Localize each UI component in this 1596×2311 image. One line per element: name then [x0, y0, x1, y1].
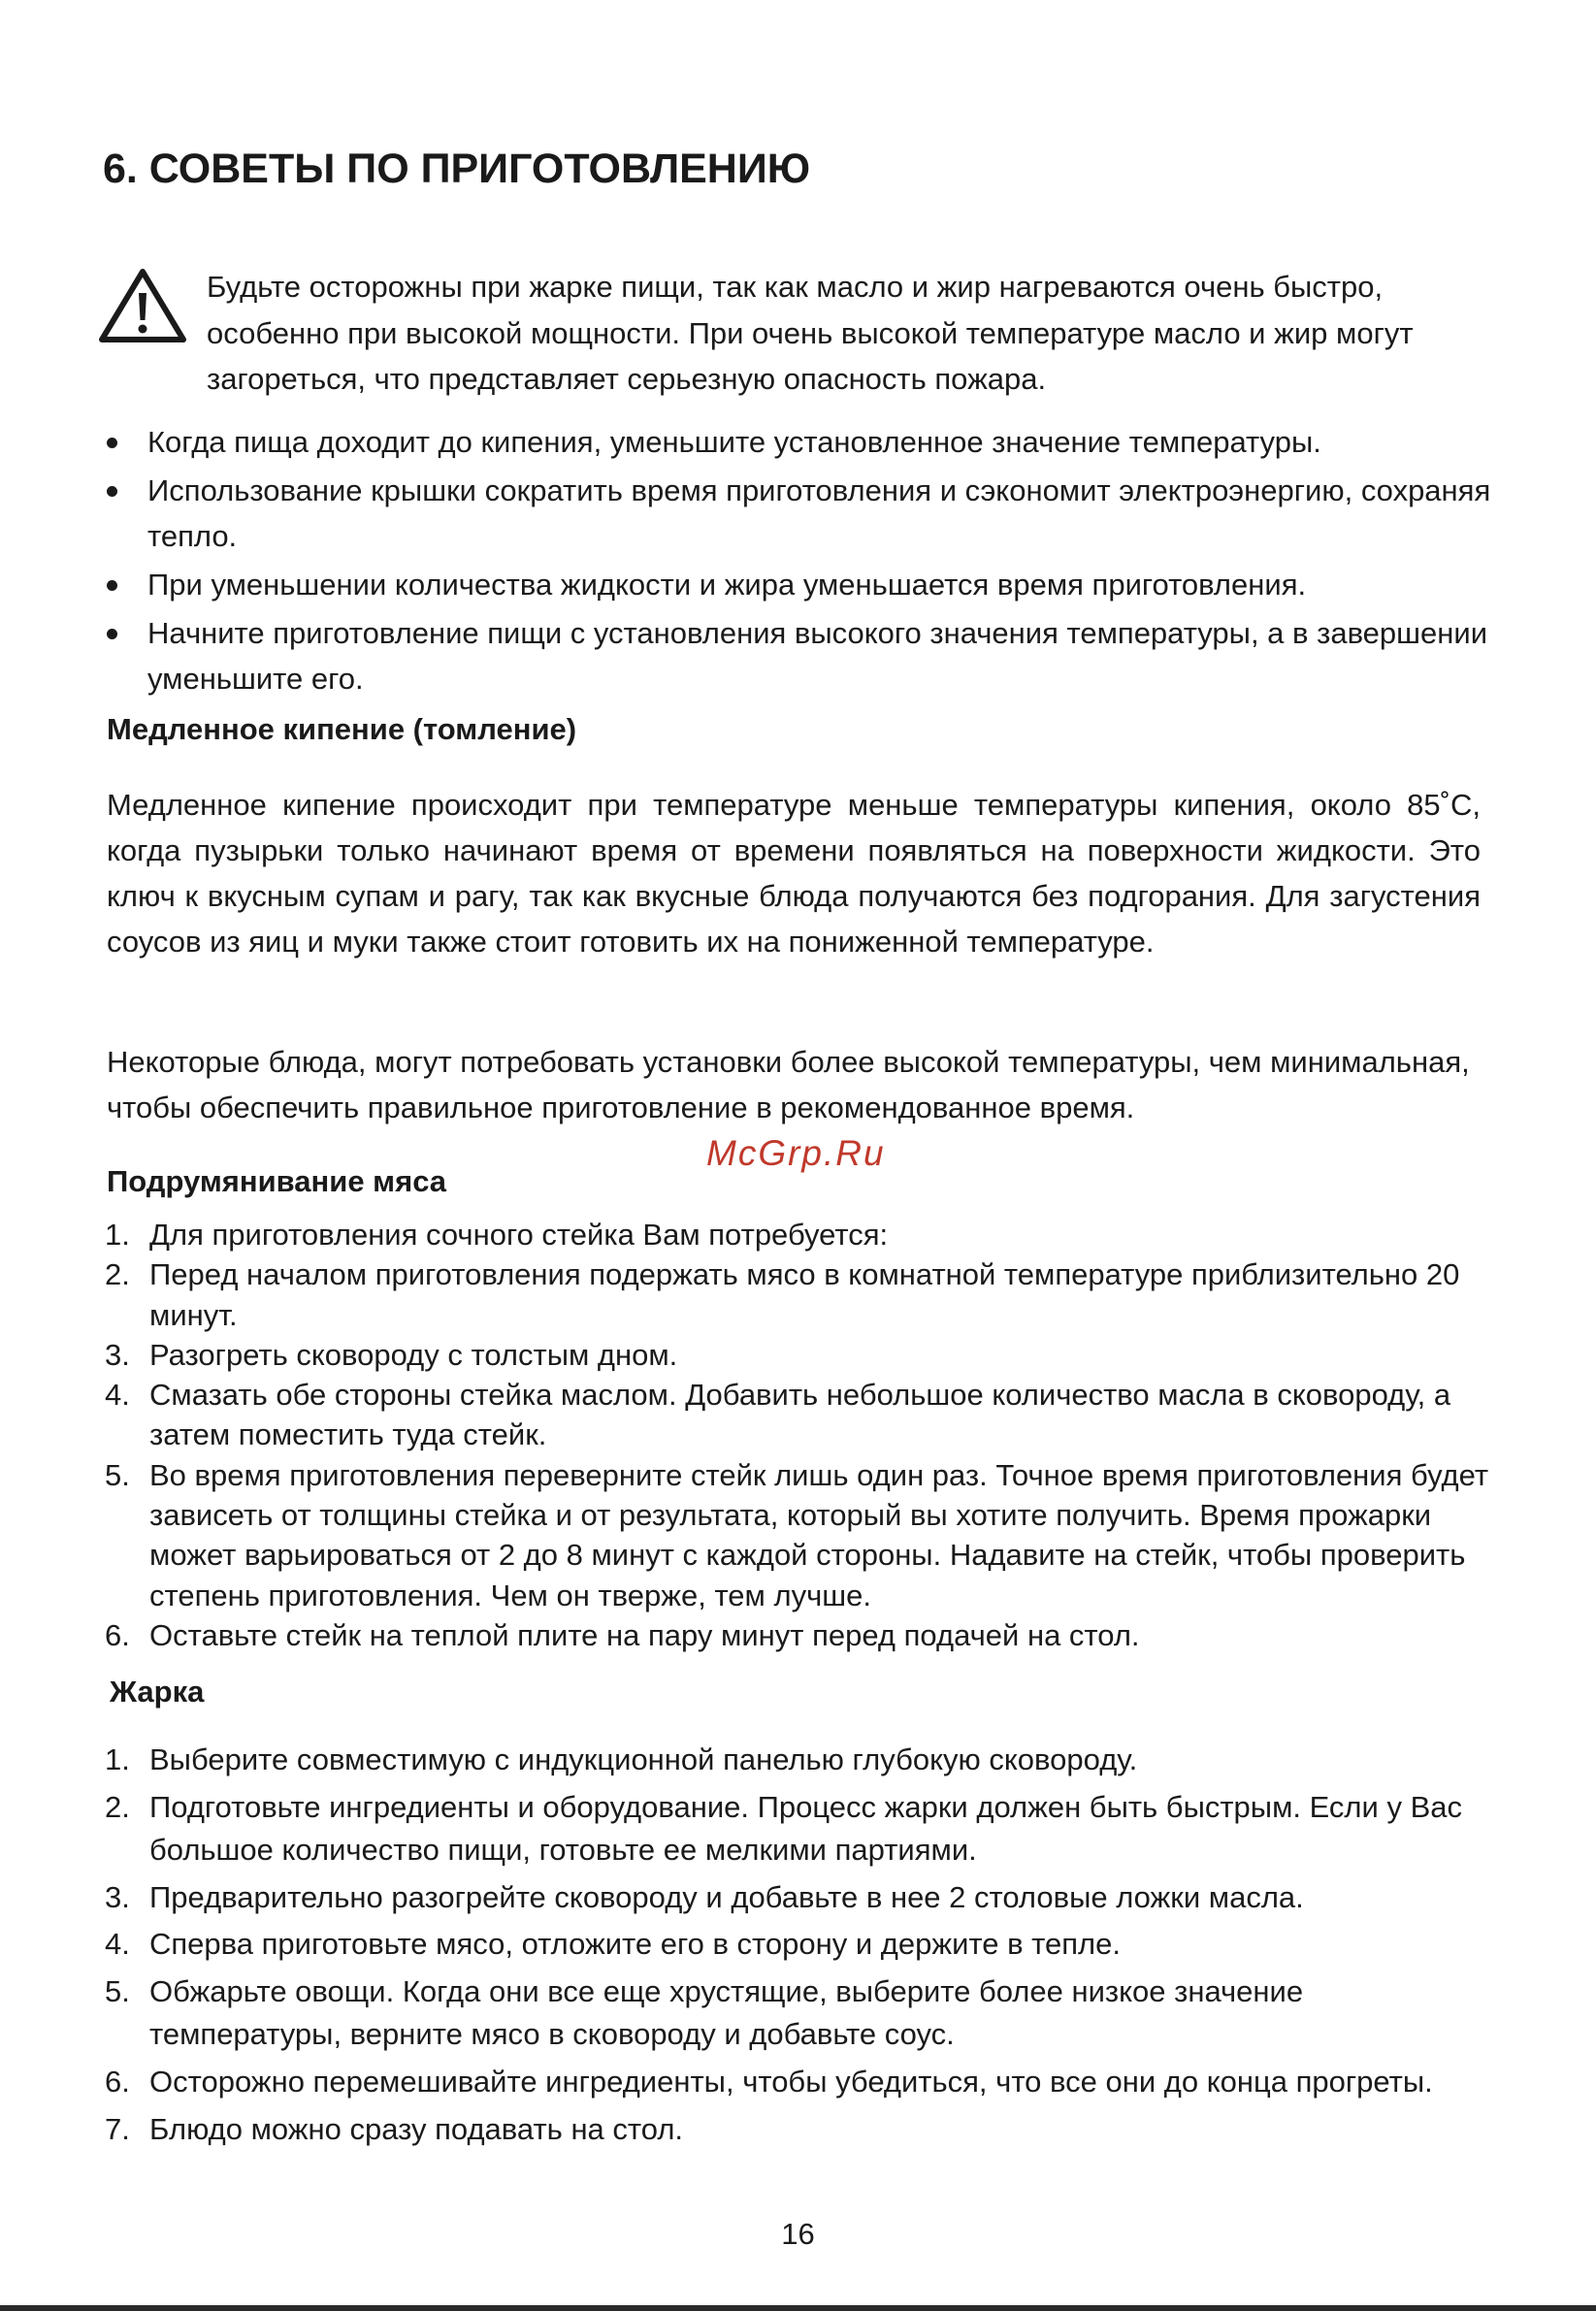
simmer-note-paragraph: Некоторые блюда, могут потребовать установки более высокой температуры, чем минимальная, чтобы обеспечить правильное приготовление в рекомендованное время.: [107, 1045, 1470, 1124]
list-item: 4. Сперва приготовьте мясо, отложите его в сторону и держите в тепле.: [105, 1927, 1121, 1962]
list-item: 1. Для приготовления сочного стейка Вам потребуется:: [105, 1218, 889, 1252]
bullet-icon: [107, 629, 117, 639]
frying-heading: Жарка: [110, 1675, 205, 1709]
tips-list: [107, 419, 1494, 704]
simmer-heading: Медленное кипение (томление): [107, 712, 577, 746]
list-item: 4. Смазать обе стороны стейка маслом. Добавить небольшое количество масла в сковороду, а затем поместить туда стейк.: [105, 1378, 1451, 1452]
list-item: 6. Осторожно перемешивайте ингредиенты, чтобы убедиться, что все они до конца прогреты.: [105, 2064, 1433, 2099]
list-item: 1. Выберите совместимую с индукционной панелью глубокую сковороду.: [105, 1742, 1138, 1776]
browning-steps-list: [105, 1215, 1502, 1655]
bottom-divider: [0, 2305, 1596, 2311]
bullet-icon: [107, 486, 117, 497]
list-item: 2. Перед началом приготовления подержать мясо в комнатной температуре приблизительно 20 минут.: [105, 1257, 1460, 1332]
warning-text: Будьте осторожны при жарке пищи, так как масло и жир нагреваются очень быстро, особенно при высокой мощности. При очень высокой температуре масло и жир могут загореться, что представляет серьезную опасность пожара.: [207, 270, 1414, 396]
list-item: При уменьшении количества жидкости и жира уменьшается время приготовления.: [107, 562, 1494, 607]
frying-steps-list: [105, 1739, 1502, 2156]
bullet-icon: [107, 438, 117, 448]
browning-heading: Подрумянивание мяса: [107, 1164, 447, 1198]
watermark: McGrp.Ru: [706, 1133, 886, 1173]
list-item: Начните приготовление пищи с установления высокого значения температуры, а в завершении уменьшите его.: [107, 610, 1494, 701]
list-item: 3. Разогреть сковороду с толстым дном.: [105, 1337, 678, 1372]
list-item: Использование крышки сократить время приготовления и сэкономит электроэнергию, сохраняя тепло.: [107, 468, 1494, 559]
page-number: 16: [781, 2217, 815, 2251]
list-item: 7. Блюдо можно сразу подавать на стол.: [105, 2111, 684, 2146]
warning-triangle-icon: [97, 266, 188, 345]
list-item: 6. Оставьте стейк на теплой плите на пару минут перед подачей на стол.: [105, 1617, 1140, 1652]
list-item: 5. Во время приготовления переверните стейк лишь один раз. Точное время приготовления будет зависеть от толщины стейка и от результата, который вы хотите получить. Время прожарки может варьироваться от 2 до 8 минут с каждой стороны. Надавите на стейк, чтобы проверить степень приготовления. Чем он тверже, тем лучше.: [105, 1457, 1489, 1612]
list-item: 2. Подготовьте ингредиенты и оборудование. Процесс жарки должен быть быстрым. Если у Вас большое количество пищи, готовьте ее мелкими партиями.: [105, 1789, 1462, 1867]
list-item: Когда пища доходит до кипения, уменьшите установленное значение температуры.: [107, 419, 1494, 465]
list-item: 3. Предварительно разогрейте сковороду и добавьте в нее 2 столовые ложки масла.: [105, 1879, 1304, 1914]
page-title: 6. СОВЕТЫ ПО ПРИГОТОВЛЕНИЮ: [103, 146, 811, 192]
list-item: 5. Обжарьте овощи. Когда они все еще хрустящие, выберите более низкое значение температуры, верните мясо в сковороду и добавьте соус.: [105, 1974, 1304, 2052]
bullet-icon: [107, 580, 117, 591]
simmer-paragraph: Медленное кипение происходит при температуре меньше температуры кипения, около 85˚C, когда пузырьки только начинают время от времени появляться на поверхности жидкости. Это ключ к вкусным супам и рагу, так как вкусные блюда получаются без подгорания. Для загустения соусов из яиц и муки также стоит готовить их на пониженной температуре.: [107, 788, 1481, 959]
